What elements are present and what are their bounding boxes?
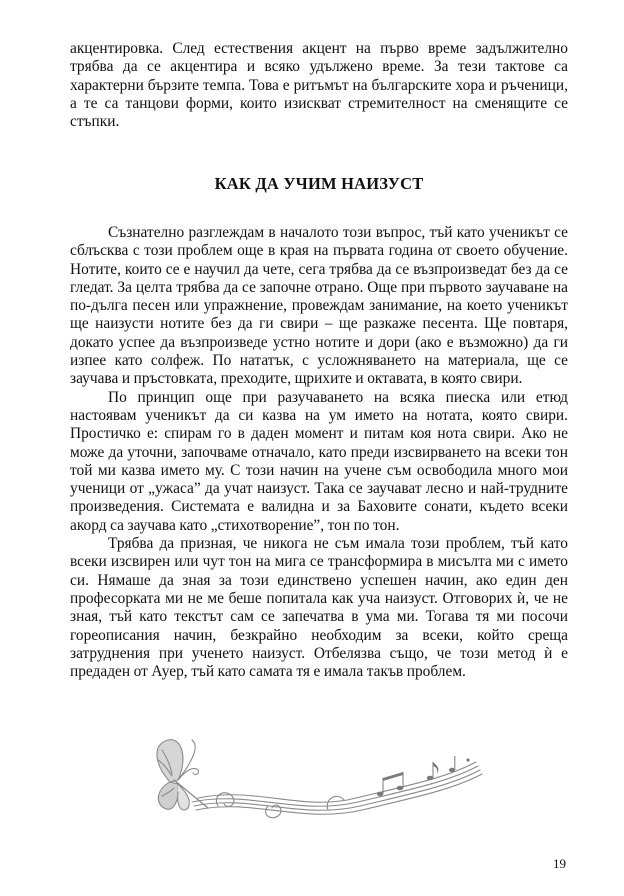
body-paragraph-3: Трябва да призная, че никога не съм имала този проблем, тъй като всеки изсвирен или чут тон на мига се трансформира в мисълта ми с името си. Нямаше да зная за този единствено успешен начин, ако един ден професорката ми не ме беше попитала как уча наизуст. Отговорих ѝ, че не зная, тъй като текстът сам се запечатва в ума ми. Тогава тя ми посочи гореописания начин, безкрайно необходим за всеки, който среща затруднения при ученето наизуст. Отбелязва също, че този метод ѝ е предаден от Ауер, тъй като самата тя е имала такъв проблем. [70,535,568,681]
section-heading: КАК ДА УЧИМ НАИЗУСТ [214,174,424,193]
body-paragraph-1: Съзнателно разглеждам в началото този въпрос, тъй като ученикът се сблъсква с този проблем още в края на първата година от своето обучение. Нотите, които се е научил да чете, сега трябва да се възпроизведат без да се гледат. За целта трябва да се започне отрано. Още при първото заучаване на по-дълга песен или упражнение, провеждам занимание, на което ученикът ще наизусти нотите без да ги свири – ще разкаже песента. Ще повтаря, докато успее да възпроизведе устно нотите и дори (ако е възможно) да ги изпее като солфеж. По нататък, с усложняването на материала, ще се заучава и пръстовката, преходите, щрихите и октавата, в която свири. [70,224,568,388]
body-text [70,224,568,681]
body-paragraph-2: По принцип още при разучаването на всяка пиеска или етюд настоявам ученикът да си казва на ум името на нотата, която свири. Простичко е: спирам го в даден момент и питам коя нота свири. Ако не може да уточни, започваме отначало, като преди изсвирването на всеки тон той ми казва името му. С този начин на учене съм освободила много мои ученици от „ужаса” да учат наизуст. Така се заучават лесно и най-трудните произведения. Системата е валидна и за Баховите сонати, където всеки акорд са заучава като „стихотворение”, тон по тон. [70,388,568,534]
intro-paragraph: акцентировка. След естествения акцент на първо време задължително трябва да се акцентира и всяко удължено време. За тези тактове са характерни бързите темпа. Това е ритъмът на българските хора и ръченици, а те са танцови форми, които изискват стремителност на сменящите се стъпки. [70,40,568,131]
butterfly-music-staff-ornament-icon [148,736,484,822]
page-number: 19 [553,856,566,871]
